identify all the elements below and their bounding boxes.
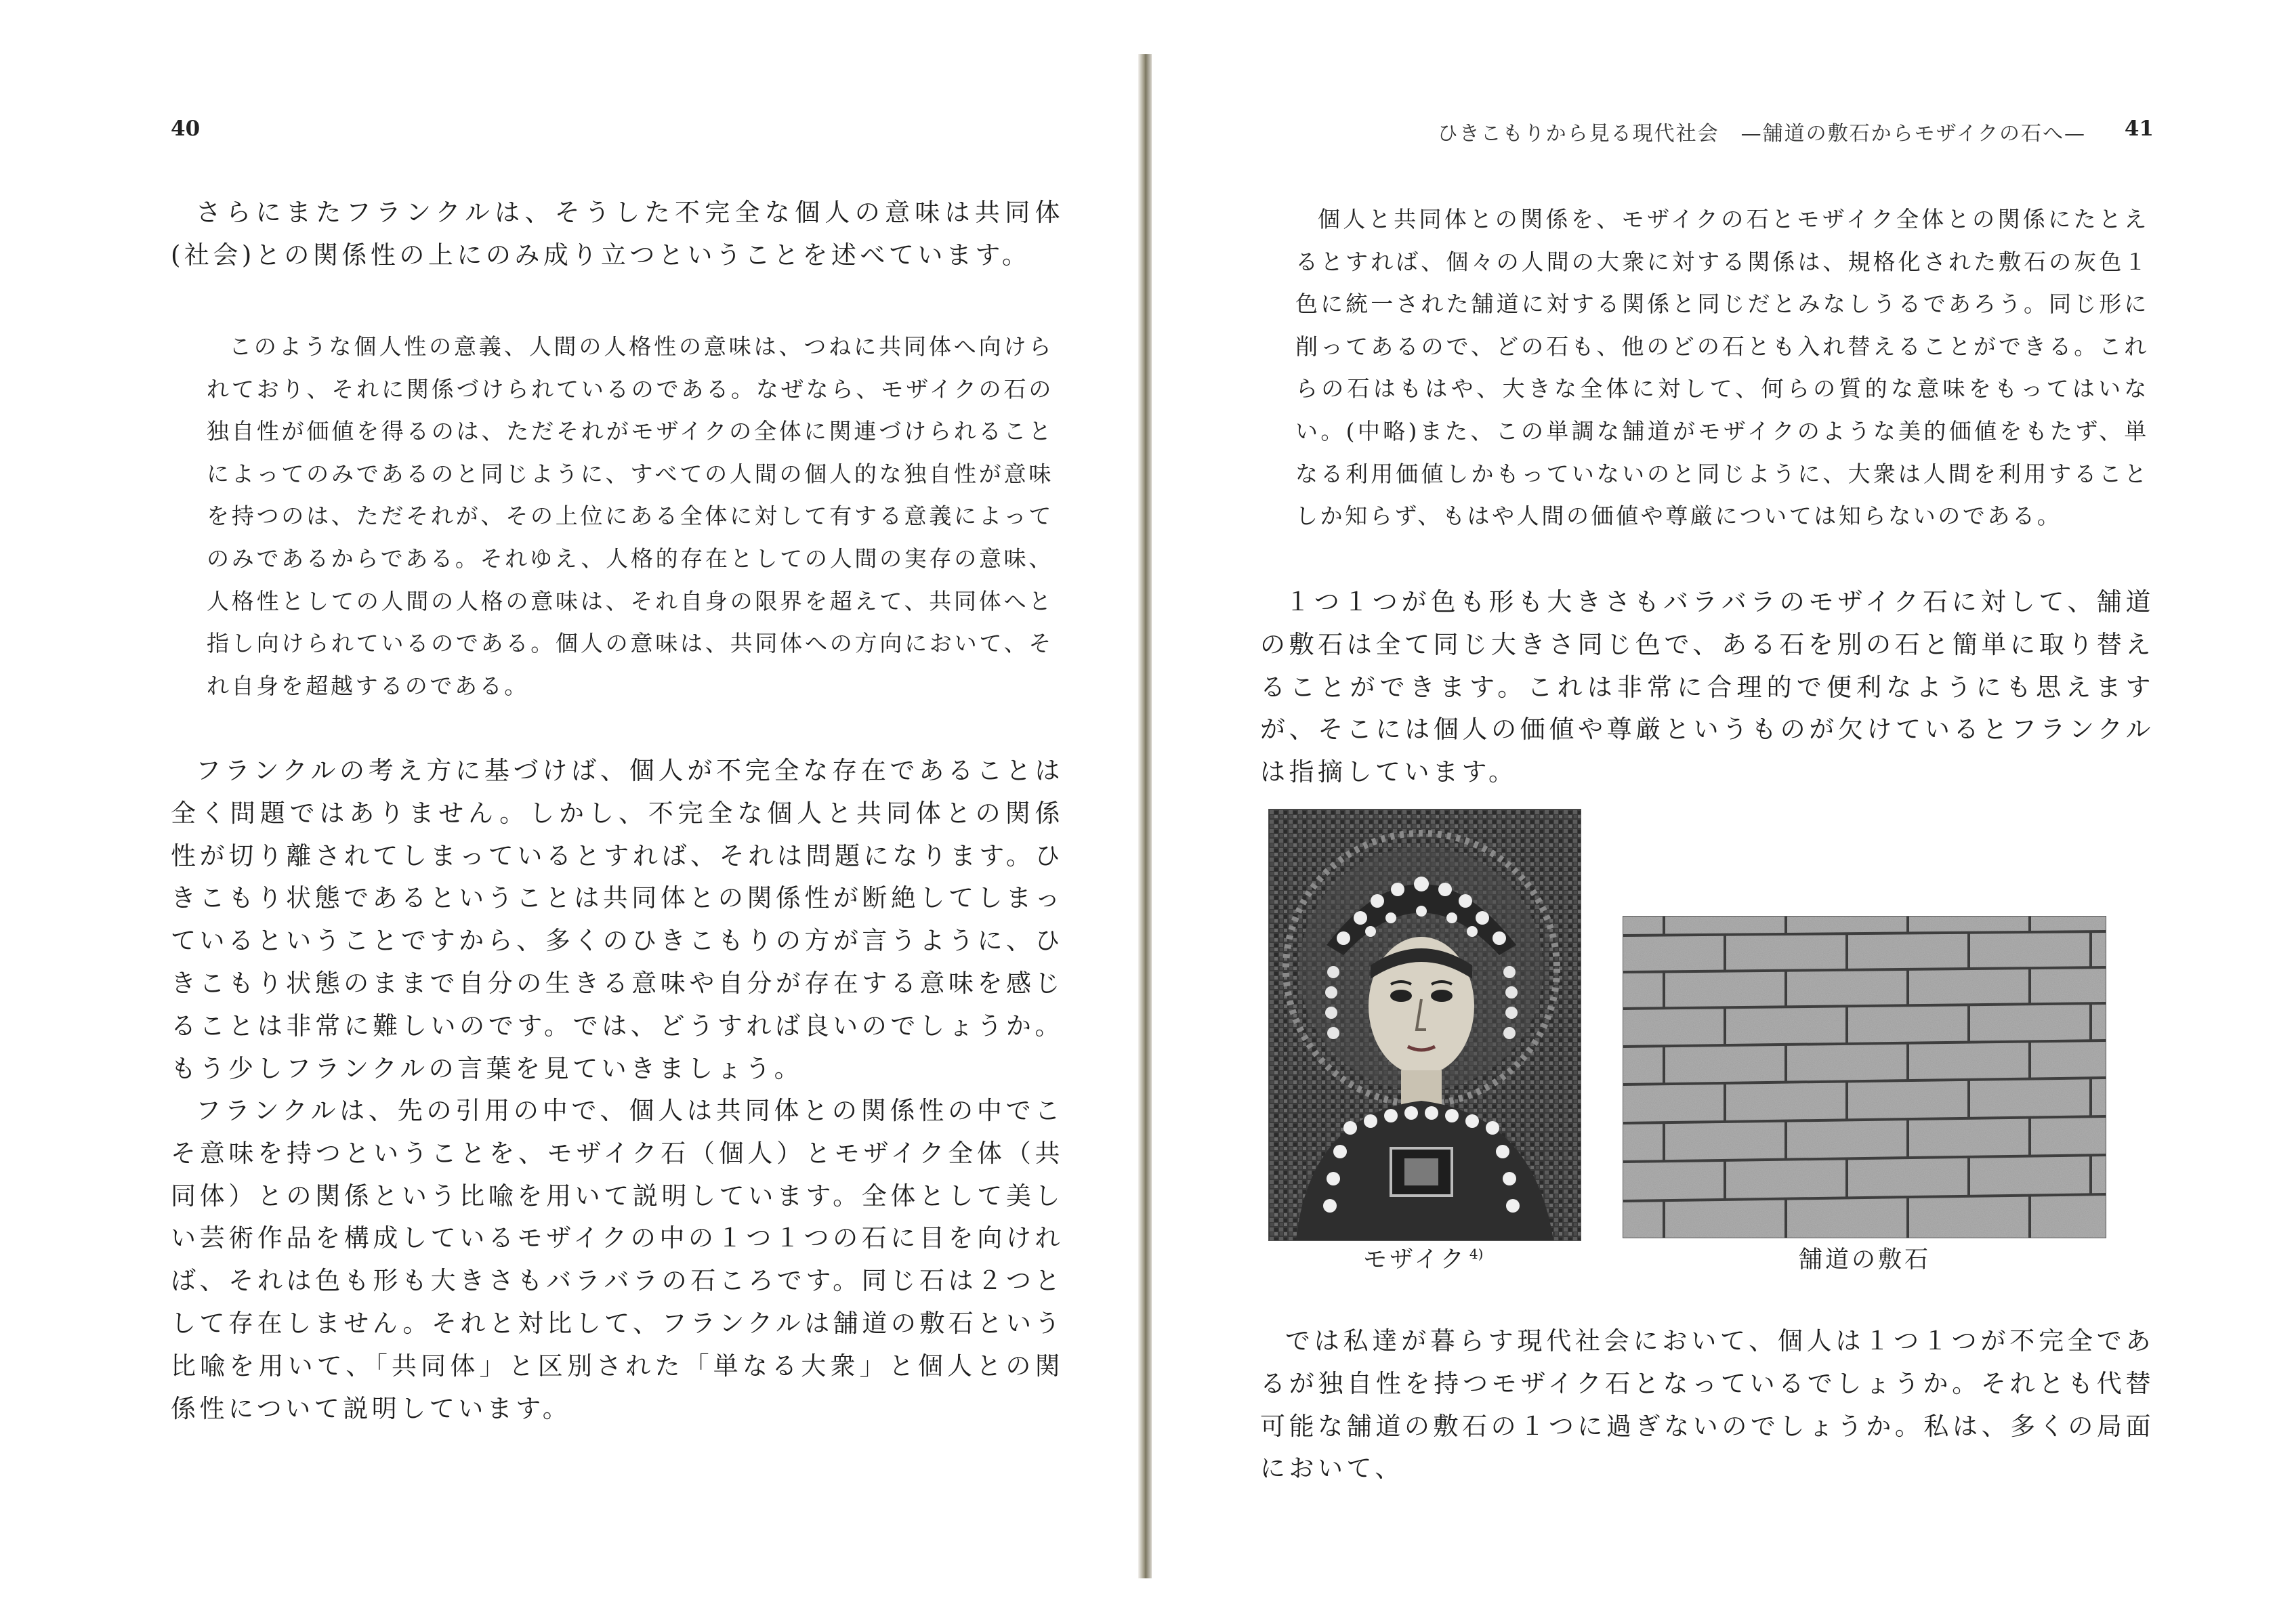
mosaic-caption [1363, 1241, 1483, 1275]
paving-stones-illustration [1623, 917, 2106, 1238]
right-block-quote: 個人と共同体との関係を、モザイクの石とモザイク全体との関係にたとえるとすれば、個々の人間の大衆に対する関係は、規格化された敷石の灰色１色に統一された舗道に対する関係と同じだとみなしうるであろう。同じ形に削ってあるので、どの石も、他のどの石とも入れ替えることができる。これらの石はもはや、大きな全体に対して、何らの質的な意味をもってはいない。(中略)また、この単調な舗道がモザイクのような美的価値をもたず、単なる利用価値しかもっていないのと同じように、大衆は人間を利用することしか知らず、もはや人間の価値や尊厳については知らないのである。 [1295, 206, 2149, 530]
paving-stones-photo [1623, 916, 2106, 1238]
left-paragraph-1: さらにまたフランクルは、そうした不完全な個人の意味は共同体(社会)との関係性の上にのみ成り立つということを述べています。 [171, 198, 1064, 270]
mosaic-photo [1268, 809, 1581, 1241]
mosaic-caption-text: モザイク [1363, 1246, 1467, 1274]
right-paragraph-2: では私達が暮らす現代社会において、個人は１つ１つが不完全であるが独自性を持つモザイク石となっているでしょうか。それとも代替可能な舗道の敷石の１つに過ぎないのでしょうか。私は、多くの局面において、 [1260, 1326, 2154, 1484]
book-gutter [1138, 54, 1152, 1578]
mosaic-illustration [1269, 809, 1581, 1240]
page-number-right: 41 [2124, 117, 2154, 141]
paving-caption: 舗道の敷石 [1799, 1246, 1932, 1274]
right-page [1152, 0, 2296, 1598]
left-page [0, 0, 1138, 1598]
right-paragraph-1: １つ１つが色も形も大きさもバラバラのモザイク石に対して、舗道の敷石は全て同じ大きさ同じ色で、ある石を別の石と簡単に取り替えることができます。これは非常に合理的で便利なようにも思えますが、そこには個人の価値や尊厳というものが欠けているとフランクルは指摘しています。 [1260, 587, 2154, 787]
page-number-left: 40 [171, 117, 201, 141]
mosaic-footnote-ref: 4) [1469, 1246, 1484, 1263]
running-header: ひきこもりから見る現代社会 —舗道の敷石からモザイクの石へ— [1437, 122, 2086, 146]
left-paragraph-2: フランクルの考え方に基づけば、個人が不完全な存在であることは全く問題ではありません。しかし、不完全な個人と共同体との関係性が切り離されてしまっているとすれば、それは問題になります。ひきこもり状態であるということは共同体との関係性が断絶してしまっているということですから、多くのひきこもりの方が言うように、ひきこもり状態のままで自分の生きる意味や自分が存在する意味を感じることは非常に難しいのです。では、どうすれば良いのでしょうか。もう少しフランクルの言葉を見ていきましょう。 [171, 756, 1064, 1083]
left-block-quote: このような個人性の意義、人間の人格性の意味は、つねに共同体へ向けられており、それに関係づけられているのである。なぜなら、モザイクの石の独自性が価値を得るのは、ただそれがモザイクの全体に関連づけられることによってのみであるのと同じように、すべての人間の個人的な独自性が意味を持つのは、ただそれが、その上位にある全体に対して有する意義によってのみであるからである。それゆえ、人格的存在としての人間の実存の意味、人格性としての人間の人格の意味は、それ自身の限界を超えて、共同体へと指し向けられているのである。個人の意味は、共同体への方向において、それ自身を超越するのである。 [207, 333, 1053, 699]
left-paragraph-3: フランクルは、先の引用の中で、個人は共同体との関係性の中でこそ意味を持つということを、モザイク石（個人）とモザイク全体（共同体）との関係という比喩を用いて説明しています。全体として美しい芸術作品を構成しているモザイクの中の１つ１つの石に目を向ければ、それは色も形も大きさもバラバラの石ころです。同じ石は２つとして存在しません。それと対比して、フランクルは舗道の敷石という比喩を用いて、「共同体」と区別された「単なる大衆」と個人との関係性について説明しています。 [171, 1096, 1064, 1423]
